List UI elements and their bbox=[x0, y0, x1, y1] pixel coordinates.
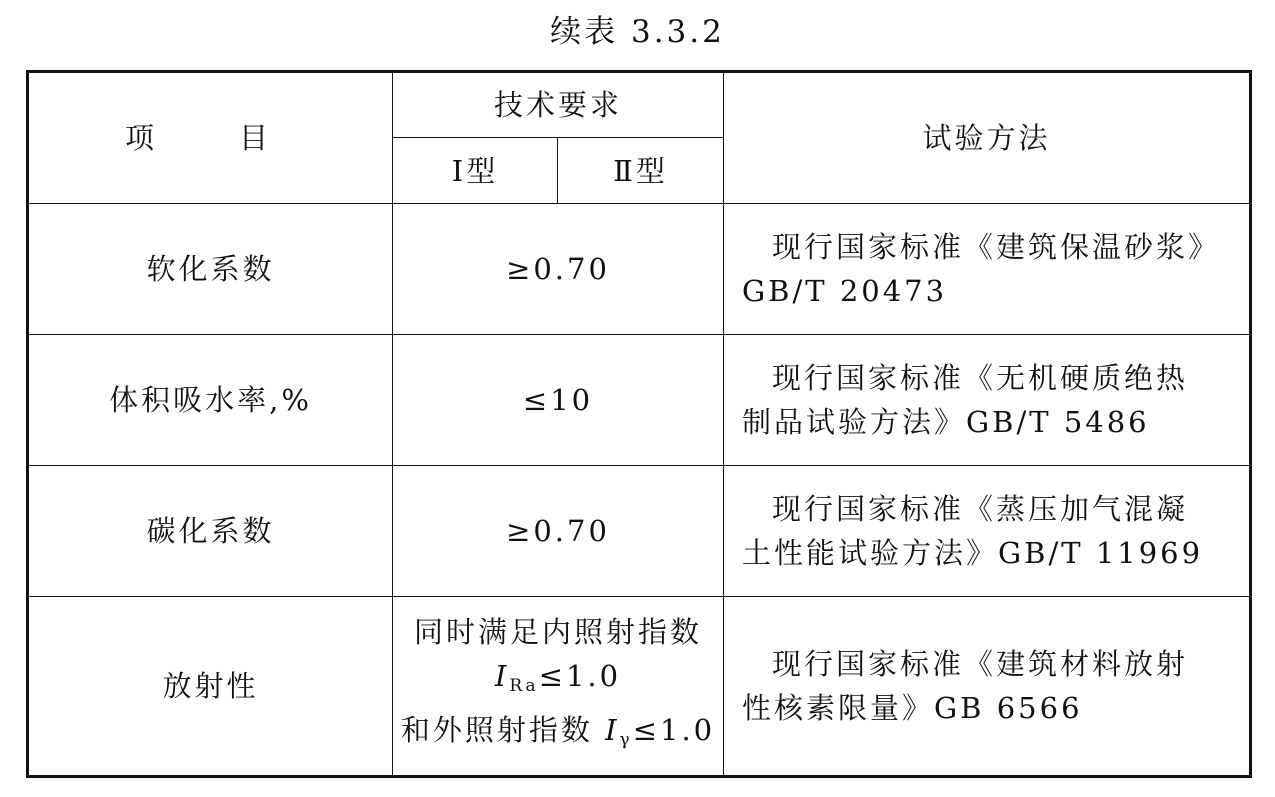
row-item: 软化系数 bbox=[28, 204, 393, 335]
row-requirement: ≥0.70 bbox=[393, 466, 724, 597]
spec-table bbox=[26, 70, 1252, 778]
row-method: 现行国家标准《无机硬质绝热 制品试验方法》GB/T 5486 bbox=[724, 335, 1251, 466]
row-item: 体积吸水率,% bbox=[28, 335, 393, 466]
row-requirement: ≤10 bbox=[393, 335, 724, 466]
header-row bbox=[28, 72, 1251, 138]
row-requirement: 同时满足内照射指数 $I_{Ra}\le 1.0$ 和外照射指数 $I_\gamma\le 1.0$ bbox=[393, 597, 724, 777]
row-requirement: ≥0.70 bbox=[393, 204, 724, 335]
table-row bbox=[28, 204, 1251, 335]
row-item: 碳化系数 bbox=[28, 466, 393, 597]
row-method: 现行国家标准《建筑材料放射 性核素限量》GB 6566 bbox=[724, 597, 1251, 777]
row-item: 放射性 bbox=[28, 597, 393, 777]
row-method: 现行国家标准《蒸压加气混凝 土性能试验方法》GB/T 11969 bbox=[724, 466, 1251, 597]
header-type2: Ⅱ型 bbox=[558, 138, 724, 204]
header-method: 试验方法 bbox=[724, 72, 1251, 204]
header-requirement: 技术要求 bbox=[393, 72, 724, 138]
table-row bbox=[28, 335, 1251, 466]
table-row bbox=[28, 466, 1251, 597]
table-row bbox=[28, 597, 1251, 777]
header-type1: Ⅰ型 bbox=[393, 138, 558, 204]
header-item: 项 目 bbox=[28, 72, 393, 204]
row-method: 现行国家标准《建筑保温砂浆》 GB/T 20473 bbox=[724, 204, 1251, 335]
table-caption: 续表 3.3.2 bbox=[550, 14, 725, 50]
